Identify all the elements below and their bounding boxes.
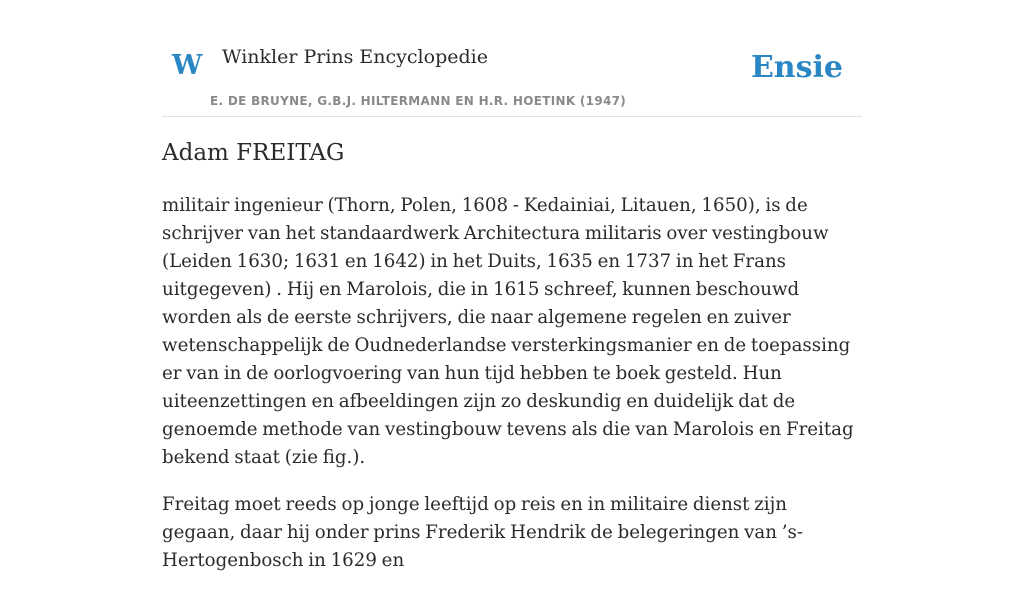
ensie-brand-logo[interactable]: Ensie bbox=[750, 50, 843, 85]
article-title: Adam FREITAG bbox=[162, 140, 345, 166]
publication-title[interactable]: Winkler Prins Encyclopedie bbox=[222, 46, 488, 68]
site-header bbox=[162, 0, 862, 117]
publication-authors: E. DE BRUYNE, G.B.J. HILTERMANN EN H.R. HOETINK (1947) bbox=[210, 94, 627, 108]
article-paragraph: Freitag moet reeds op jonge leeftijd op reis en in militaire dienst zijn gegaan, daar hij onder prins Frederik Hendrik de belegeringen van ’s-Hertogenbosch in 1629 en bbox=[162, 494, 803, 571]
winkler-prins-logo-icon[interactable]: W bbox=[172, 50, 203, 81]
article-body bbox=[162, 192, 862, 594]
article-paragraph: militair ingenieur (Thorn, Polen, 1608 - Kedainiai, Litauen, 1650), is de schrijver van het standaardwerk Architectura militaris over vestingbouw (Leiden 1630; 1631 en 1642) in het Duits, 1635 en 1737 in het Frans uitgegeven) . Hij en Marolois, die in 1615 schreef, kunnen beschouwd worden als de eerste schrijvers, die naar algemene regelen en zuiver wetenschappelijk de Oudnederlandse versterkingsmanier en de toepassing er van in de oorlogvoering van hun tijd hebben te boek gesteld. Hun uiteenzettingen en afbeeldingen zijn zo deskundig en duidelijk dat de genoemde methode van vestingbouw tevens als die van Marolois en Freitag bekend staat (zie fig.). bbox=[162, 195, 854, 468]
